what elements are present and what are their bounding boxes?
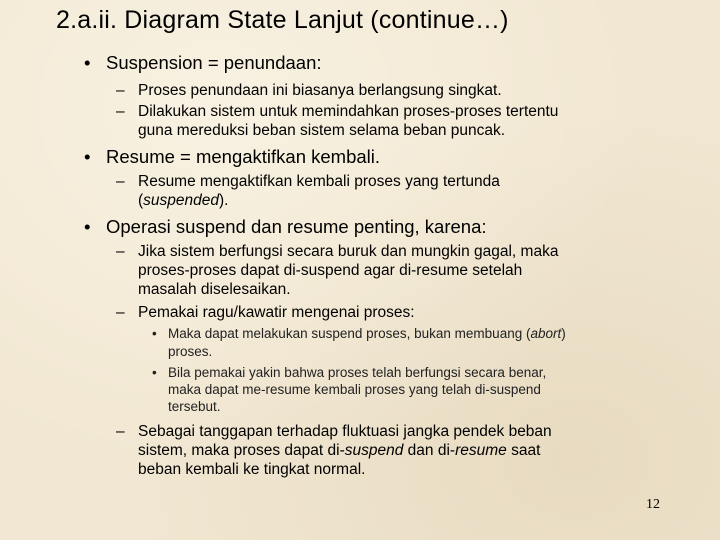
dash-marker: – [116,243,125,260]
dash-marker: – [116,173,125,190]
section-suspension-heading: Suspension = penundaan: [106,52,322,73]
operasi-item-1-line-3: masalah diselesaikan. [138,281,291,298]
operasi-item-1-line-1: Jika sistem berfungsi secara buruk dan mungkin gagal, maka [138,243,559,260]
slide-title: 2.a.ii. Diagram State Lanjut (continue…) [56,6,509,34]
resume-item-line-2: (suspended). [138,192,229,209]
bullet-marker: • [84,52,91,73]
subitem-2-line-1: Bila pemakai yakin bahwa proses telah berfungsi secara benar, [168,365,547,380]
operasi-item-3-line-3: beban kembali ke tingkat normal. [138,461,366,478]
suspension-item-1: Proses penundaan ini biasanya berlangsung singkat. [138,82,502,99]
subitem-1-line-1: Maka dapat melakukan suspend proses, bukan membuang (abort) [168,326,566,341]
dash-marker: – [116,304,125,321]
page-number: 12 [646,497,660,512]
bullet-marker: • [152,365,157,380]
subitem-2-line-2: maka dapat me-resume kembali proses yang telah di-suspend [168,382,541,397]
dash-marker: – [116,103,125,120]
operasi-item-3-line-2: sistem, maka proses dapat di-suspend dan di-resume saat [138,442,541,459]
operasi-item-2: Pemakai ragu/kawatir mengenai proses: [138,304,415,321]
bullet-marker: • [84,216,91,237]
section-resume-heading: Resume = mengaktifkan kembali. [106,146,381,167]
suspension-item-2-line-1: Dilakukan sistem untuk memindahkan proses-proses tertentu [138,103,559,120]
bullet-marker: • [84,146,91,167]
subitem-2-line-3: tersebut. [168,399,221,414]
bullet-marker: • [152,326,157,341]
suspension-item-2-line-2: guna mereduksi beban sistem selama beban puncak. [138,122,506,139]
section-operasi-heading: Operasi suspend dan resume penting, karena: [106,216,487,237]
operasi-item-3-line-1: Sebagai tanggapan terhadap fluktuasi jangka pendek beban [138,423,552,440]
subitem-1-line-2: proses. [168,344,213,359]
dash-marker: – [116,423,125,440]
operasi-item-1-line-2: proses-proses dapat di-suspend agar di-resume setelah [138,262,523,279]
resume-item-line-1: Resume mengaktifkan kembali proses yang tertunda [138,173,500,190]
dash-marker: – [116,82,125,99]
